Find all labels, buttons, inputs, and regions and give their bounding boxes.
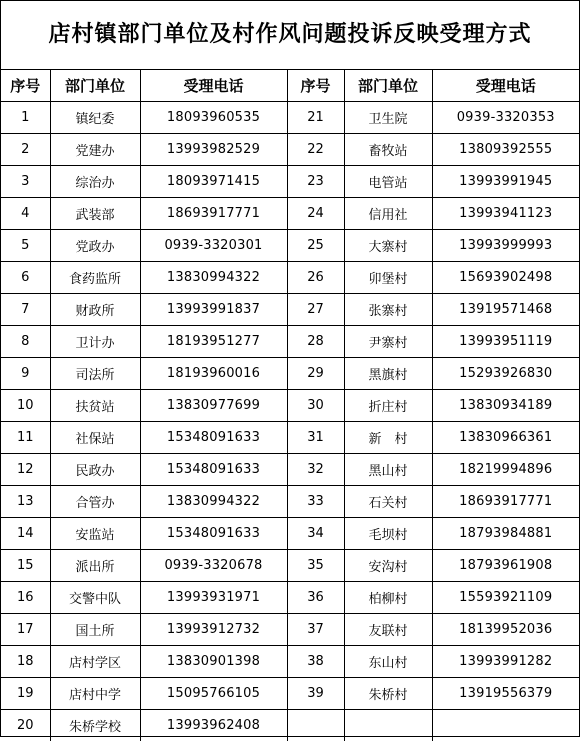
- phone-cell: 13919571468: [432, 294, 579, 326]
- seq-cell: 23: [287, 166, 344, 198]
- table-row: [1, 582, 579, 614]
- page-title: 店村镇部门单位及村作风问题投诉反映受理方式: [1, 1, 579, 70]
- seq-cell: 7: [1, 294, 50, 326]
- phone-cell: 13993912732: [140, 614, 287, 646]
- phone-cell: 18139952036: [432, 614, 579, 646]
- dept-cell: 国土所: [50, 614, 140, 646]
- seq-cell: 39: [287, 678, 344, 710]
- seq-cell: 22: [287, 134, 344, 166]
- header-row: [1, 70, 579, 102]
- dept-cell: 张寨村: [344, 294, 432, 326]
- dept-cell: 朱桥学校: [50, 710, 140, 741]
- seq-cell: 15: [1, 550, 50, 582]
- table-row: [1, 230, 579, 262]
- seq-cell: 4: [1, 198, 50, 230]
- dept-cell: 毛坝村: [344, 518, 432, 550]
- dept-cell: 食药监所: [50, 262, 140, 294]
- dept-cell: 交警中队: [50, 582, 140, 614]
- seq-cell: 6: [1, 262, 50, 294]
- seq-cell: 20: [1, 710, 50, 741]
- phone-cell: 13830966361: [432, 422, 579, 454]
- seq-cell: 11: [1, 422, 50, 454]
- table-body: [1, 102, 579, 741]
- table-row: [1, 102, 579, 134]
- phone-cell: 13830901398: [140, 646, 287, 678]
- dept-cell: 店村中学: [50, 678, 140, 710]
- dept-cell: 合管办: [50, 486, 140, 518]
- seq-cell: 24: [287, 198, 344, 230]
- dept-cell: 安沟村: [344, 550, 432, 582]
- phone-cell: 13993941123: [432, 198, 579, 230]
- table-row: [1, 198, 579, 230]
- seq-cell: 12: [1, 454, 50, 486]
- dept-cell: 友联村: [344, 614, 432, 646]
- dept-cell: 畜牧站: [344, 134, 432, 166]
- header-phone-left: 受理电话: [140, 70, 287, 102]
- phone-cell: [432, 710, 579, 741]
- table-row: [1, 422, 579, 454]
- seq-cell: 17: [1, 614, 50, 646]
- seq-cell: 27: [287, 294, 344, 326]
- dept-cell: [344, 710, 432, 741]
- seq-cell: 8: [1, 326, 50, 358]
- phone-cell: 13809392555: [432, 134, 579, 166]
- header-dept-right: 部门单位: [344, 70, 432, 102]
- dept-cell: 东山村: [344, 646, 432, 678]
- dept-cell: 卫计办: [50, 326, 140, 358]
- phone-cell: 18793984881: [432, 518, 579, 550]
- table-row: [1, 454, 579, 486]
- phone-cell: 18793961908: [432, 550, 579, 582]
- phone-cell: 15593921109: [432, 582, 579, 614]
- dept-cell: 电管站: [344, 166, 432, 198]
- phone-cell: 13993931971: [140, 582, 287, 614]
- header-seq-left: 序号: [1, 70, 50, 102]
- dept-cell: 镇纪委: [50, 102, 140, 134]
- table-row: [1, 166, 579, 198]
- phone-cell: 18193951277: [140, 326, 287, 358]
- table-row: [1, 710, 579, 741]
- seq-cell: 29: [287, 358, 344, 390]
- dept-cell: 尹寨村: [344, 326, 432, 358]
- seq-cell: 9: [1, 358, 50, 390]
- dept-cell: 朱桥村: [344, 678, 432, 710]
- seq-cell: 1: [1, 102, 50, 134]
- dept-cell: 派出所: [50, 550, 140, 582]
- dept-cell: 司法所: [50, 358, 140, 390]
- phone-cell: 18219994896: [432, 454, 579, 486]
- dept-cell: 安监站: [50, 518, 140, 550]
- seq-cell: 10: [1, 390, 50, 422]
- table-row: [1, 486, 579, 518]
- phone-cell: 13993991945: [432, 166, 579, 198]
- phone-cell: 13830994322: [140, 486, 287, 518]
- seq-cell: 26: [287, 262, 344, 294]
- table-row: [1, 358, 579, 390]
- dept-cell: 店村学区: [50, 646, 140, 678]
- phone-cell: 15348091633: [140, 422, 287, 454]
- dept-cell: 大寨村: [344, 230, 432, 262]
- table-row: [1, 614, 579, 646]
- seq-cell: 34: [287, 518, 344, 550]
- dept-cell: 信用社: [344, 198, 432, 230]
- seq-cell: 14: [1, 518, 50, 550]
- phone-cell: 13993951119: [432, 326, 579, 358]
- seq-cell: 2: [1, 134, 50, 166]
- table-row: [1, 550, 579, 582]
- seq-cell: 19: [1, 678, 50, 710]
- dept-cell: 武装部: [50, 198, 140, 230]
- dept-cell: 财政所: [50, 294, 140, 326]
- seq-cell: 5: [1, 230, 50, 262]
- seq-cell: 16: [1, 582, 50, 614]
- table-row: [1, 678, 579, 710]
- contact-table: [1, 70, 579, 741]
- table-row: [1, 294, 579, 326]
- dept-cell: 黑山村: [344, 454, 432, 486]
- seq-cell: 38: [287, 646, 344, 678]
- table-row: [1, 646, 579, 678]
- phone-cell: 18093971415: [140, 166, 287, 198]
- phone-cell: 15348091633: [140, 518, 287, 550]
- seq-cell: 37: [287, 614, 344, 646]
- seq-cell: 28: [287, 326, 344, 358]
- phone-cell: 13919556379: [432, 678, 579, 710]
- dept-cell: 卫生院: [344, 102, 432, 134]
- table-row: [1, 262, 579, 294]
- seq-cell: 36: [287, 582, 344, 614]
- dept-cell: 党建办: [50, 134, 140, 166]
- phone-cell: 0939-3320301: [140, 230, 287, 262]
- dept-cell: 综治办: [50, 166, 140, 198]
- seq-cell: [287, 710, 344, 741]
- header-phone-right: 受理电话: [432, 70, 579, 102]
- phone-cell: 13830977699: [140, 390, 287, 422]
- phone-cell: 13993962408: [140, 710, 287, 741]
- dept-cell: 石关村: [344, 486, 432, 518]
- dept-cell: 党政办: [50, 230, 140, 262]
- phone-cell: 13993991837: [140, 294, 287, 326]
- phone-cell: 18693917771: [432, 486, 579, 518]
- seq-cell: 32: [287, 454, 344, 486]
- dept-cell: 民政办: [50, 454, 140, 486]
- seq-cell: 35: [287, 550, 344, 582]
- phone-cell: 15095766105: [140, 678, 287, 710]
- seq-cell: 21: [287, 102, 344, 134]
- phone-cell: 15348091633: [140, 454, 287, 486]
- dept-cell: 新 村: [344, 422, 432, 454]
- phone-cell: 18693917771: [140, 198, 287, 230]
- phone-cell: 15293926830: [432, 358, 579, 390]
- header-seq-right: 序号: [287, 70, 344, 102]
- seq-cell: 33: [287, 486, 344, 518]
- phone-cell: 13830994322: [140, 262, 287, 294]
- table-row: [1, 390, 579, 422]
- table-row: [1, 326, 579, 358]
- table-row: [1, 134, 579, 166]
- seq-cell: 3: [1, 166, 50, 198]
- phone-cell: 13993982529: [140, 134, 287, 166]
- dept-cell: 柏柳村: [344, 582, 432, 614]
- dept-cell: 卯堡村: [344, 262, 432, 294]
- seq-cell: 13: [1, 486, 50, 518]
- dept-cell: 黑旗村: [344, 358, 432, 390]
- dept-cell: 社保站: [50, 422, 140, 454]
- dept-cell: 扶贫站: [50, 390, 140, 422]
- phone-cell: 18093960535: [140, 102, 287, 134]
- phone-cell: 13830934189: [432, 390, 579, 422]
- phone-cell: 0939-3320678: [140, 550, 287, 582]
- phone-cell: 15693902498: [432, 262, 579, 294]
- phone-cell: 13993991282: [432, 646, 579, 678]
- seq-cell: 30: [287, 390, 344, 422]
- seq-cell: 25: [287, 230, 344, 262]
- seq-cell: 18: [1, 646, 50, 678]
- header-dept-left: 部门单位: [50, 70, 140, 102]
- seq-cell: 31: [287, 422, 344, 454]
- table-row: [1, 518, 579, 550]
- dept-cell: 折庄村: [344, 390, 432, 422]
- phone-cell: 0939-3320353: [432, 102, 579, 134]
- phone-cell: 18193960016: [140, 358, 287, 390]
- phone-cell: 13993999993: [432, 230, 579, 262]
